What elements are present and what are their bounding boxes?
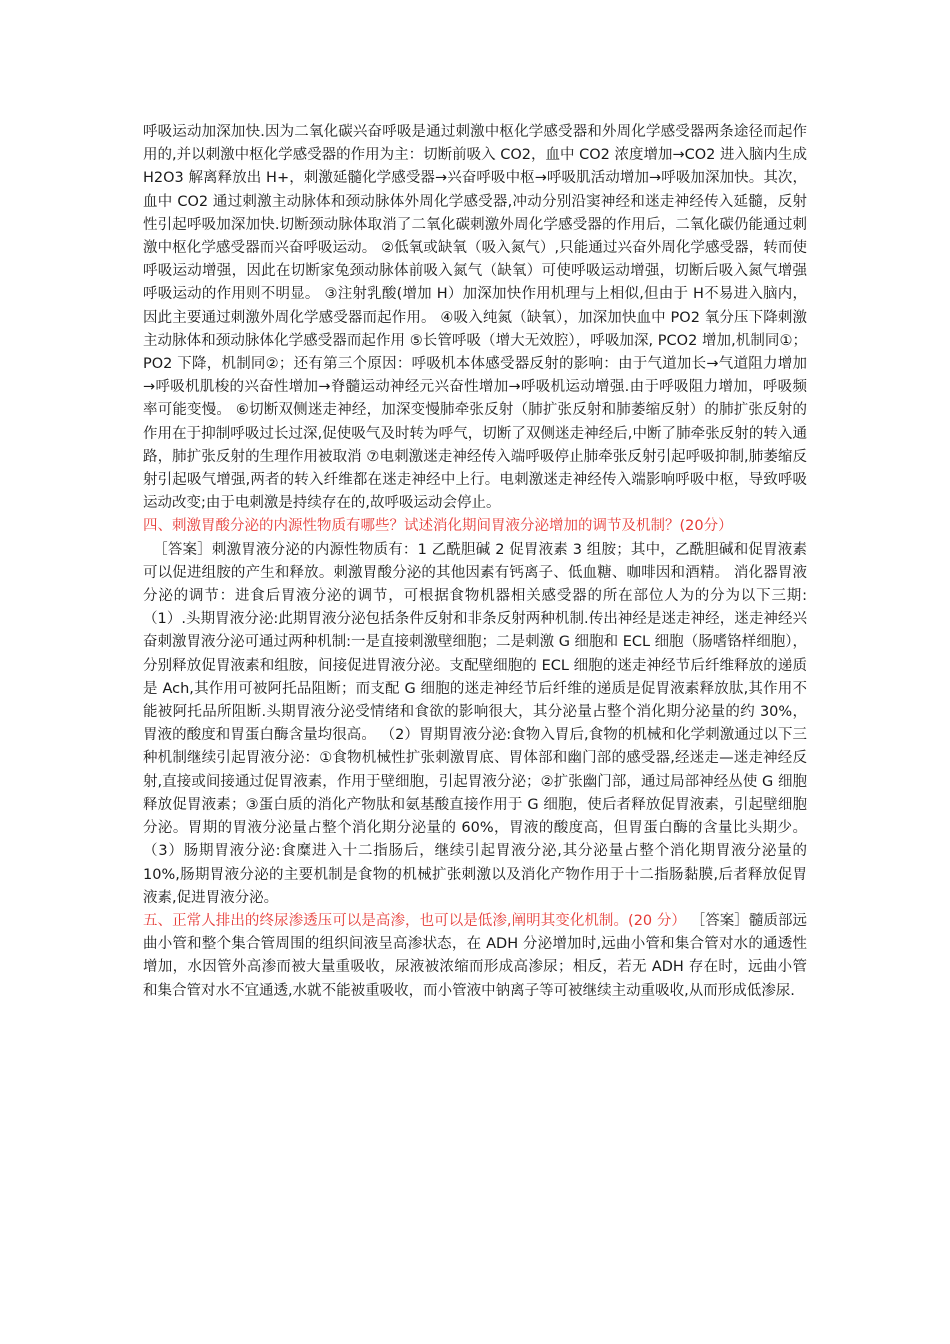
question-4-heading: 四、刺激胃酸分泌的内源性物质有哪些？试述消化期间胃液分泌增加的调节及机制？(20分）	[143, 518, 733, 535]
question-5-heading: 五、正常人排出的终尿渗透压可以是高渗，也可以是低渗,阐明其变化机制。(20 分）	[143, 912, 686, 929]
answer-4-paragraph: ［答案］刺激胃液分泌的内源性物质有：1 乙酰胆碱 2 促胃液素 3 组胺；其中，乙酰胆碱和促胃液素可以促进组胺的产生和释放。刺激胃酸分泌的其他因素有钙离子、低血糖、咖啡因和酒精。 消化器胃液分泌的调节：进食后胃液分泌的调节，可根据食物机器相关感受器的所在部位人为的分为以下三期:（1）.头期胃液分泌:此期胃液分泌包括条件反射和非条反射两种机制.传出神经是迷走神经，迷走神经兴奋刺激胃液分泌可通过两种机制:一是直接刺激壁细胞；二是刺激 G 细胞和 ECL 细胞（肠嗜铬样细胞），分别释放促胃液素和组胺，间接促进胃液分泌。支配壁细胞的 ECL 细胞的迷走神经节后纤维释放的递质是 Ach,其作用可被阿托品阻断；而支配 G 细胞的迷走神经节后纤维的递质是促胃液素释放肽,其作用不能被阿托品所阻断.头期胃液分泌受情绪和食欲的影响很大，其分泌量占整个消化期分泌量的约 30%，胃液的酸度和胃蛋白酶含量均很高。 （2）胃期胃液分泌:食物入胃后,食物的机械和化学刺激通过以下三种机制继续引起胃液分泌：①食物机械性扩张刺激胃底、胃体部和幽门部的感受器,经迷走—迷走神经反射,直接或间接通过促胃液素，作用于壁细胞，引起胃液分泌；②扩张幽门部，通过局部神经丛使 G 细胞释放促胃液素；③蛋白质的消化产物肽和氨基酸直接作用于 G 细胞，使后者释放促胃液素，引起壁细胞分泌。胃期的胃液分泌量占整个消化期分泌量的 60%，胃液的酸度高，但胃蛋白酶的含量比头期少。 （3）肠期胃液分泌:食糜进入十二指肠后，继续引起胃液分泌,其分泌量占整个消化期胃液分泌量的 10%,肠期胃液分泌的主要机制是食物的机械扩张刺激以及消化产物作用于十二指肠黏膜,后者释放促胃液素,促进胃液分泌。	[143, 541, 807, 906]
question-5-block	[143, 910, 807, 1003]
paragraph-respiration: 呼吸运动加深加快.因为二氧化碳兴奋呼吸是通过刺激中枢化学感受器和外周化学感受器两条途径而起作用的,并以刺激中枢化学感受器的作用为主：切断前吸入 CO2，血中 CO2 浓度增加→CO2 进入脑内生成 H2O3 解离释放出 H+，刺激延髓化学感受器→兴奋呼吸中枢→呼吸肌活动增加→呼吸加深加快。其次，血中 CO2 通过刺激主动脉体和颈动脉体外周化学感受器,冲动分别沿窦神经和迷走神经传入延髓，反射性引起呼吸加深加快.切断颈动脉体取消了二氧化碳刺激外周化学感受器的作用后，二氧化碳仍能通过刺激中枢化学感受器而兴奋呼吸运动。 ②低氧或缺氧（吸入氮气）,只能通过兴奋外周化学感受器，转而使呼吸运动增强，因此在切断家兔颈动脉体前吸入氮气（缺氧）可使呼吸运动增强，切断后吸入氮气增强呼吸运动的作用则不明显。 ③注射乳酸(增加 H）加深加快作用机理与上相似,但由于 H不易进入脑内，因此主要通过刺激外周化学感受器而起作用。 ④吸入纯氮（缺氧），加深加快血中 PO2 氧分压下降刺激主动脉体和颈动脉体化学感受器而起作用 ⑤长管呼吸（增大无效腔），呼吸加深, PCO2 增加,机制同①；PO2 下降，机制同②；还有第三个原因：呼吸机本体感受器反射的影响：由于气道加长→气道阻力增加→呼吸机肌梭的兴奋性增加→脊髓运动神经元兴奋性增加→呼吸机运动增强.由于呼吸阻力增加，呼吸频率可能变慢。 ⑥切断双侧迷走神经，加深变慢肺牵张反射（肺扩张反射和肺萎缩反射）的肺扩张反射的作用在于抑制呼吸过长过深,促使吸气及时转为呼气，切断了双侧迷走神经后,中断了肺牵张反射的转入通路，肺扩张反射的生理作用被取消 ⑦电刺激迷走神经传入端呼吸停止肺牵张反射引起呼吸抑制,肺萎缩反射引起吸气增强,两者的转入纤维都在迷走神经中上行。电刺激迷走神经传入端影响呼吸中枢，导致呼吸运动改变;由于电刺激是持续存在的,故呼吸运动会停止。	[143, 124, 807, 512]
answer-5-paragraph: ［答案］髓质部远曲小管和整个集合管周围的组织间液呈高渗状态，在 ADH 分泌增加时,远曲小管和集合管对水的通透性增加，水因管外高渗而被大量重吸收，尿液被浓缩而形成高渗尿；相反，若无 ADH 存在时，远曲小管和集合管对水不宜通透,水就不能被重吸收，而小管液中钠离子等可被继续主动重吸收,从而形成低渗尿.	[143, 912, 808, 999]
